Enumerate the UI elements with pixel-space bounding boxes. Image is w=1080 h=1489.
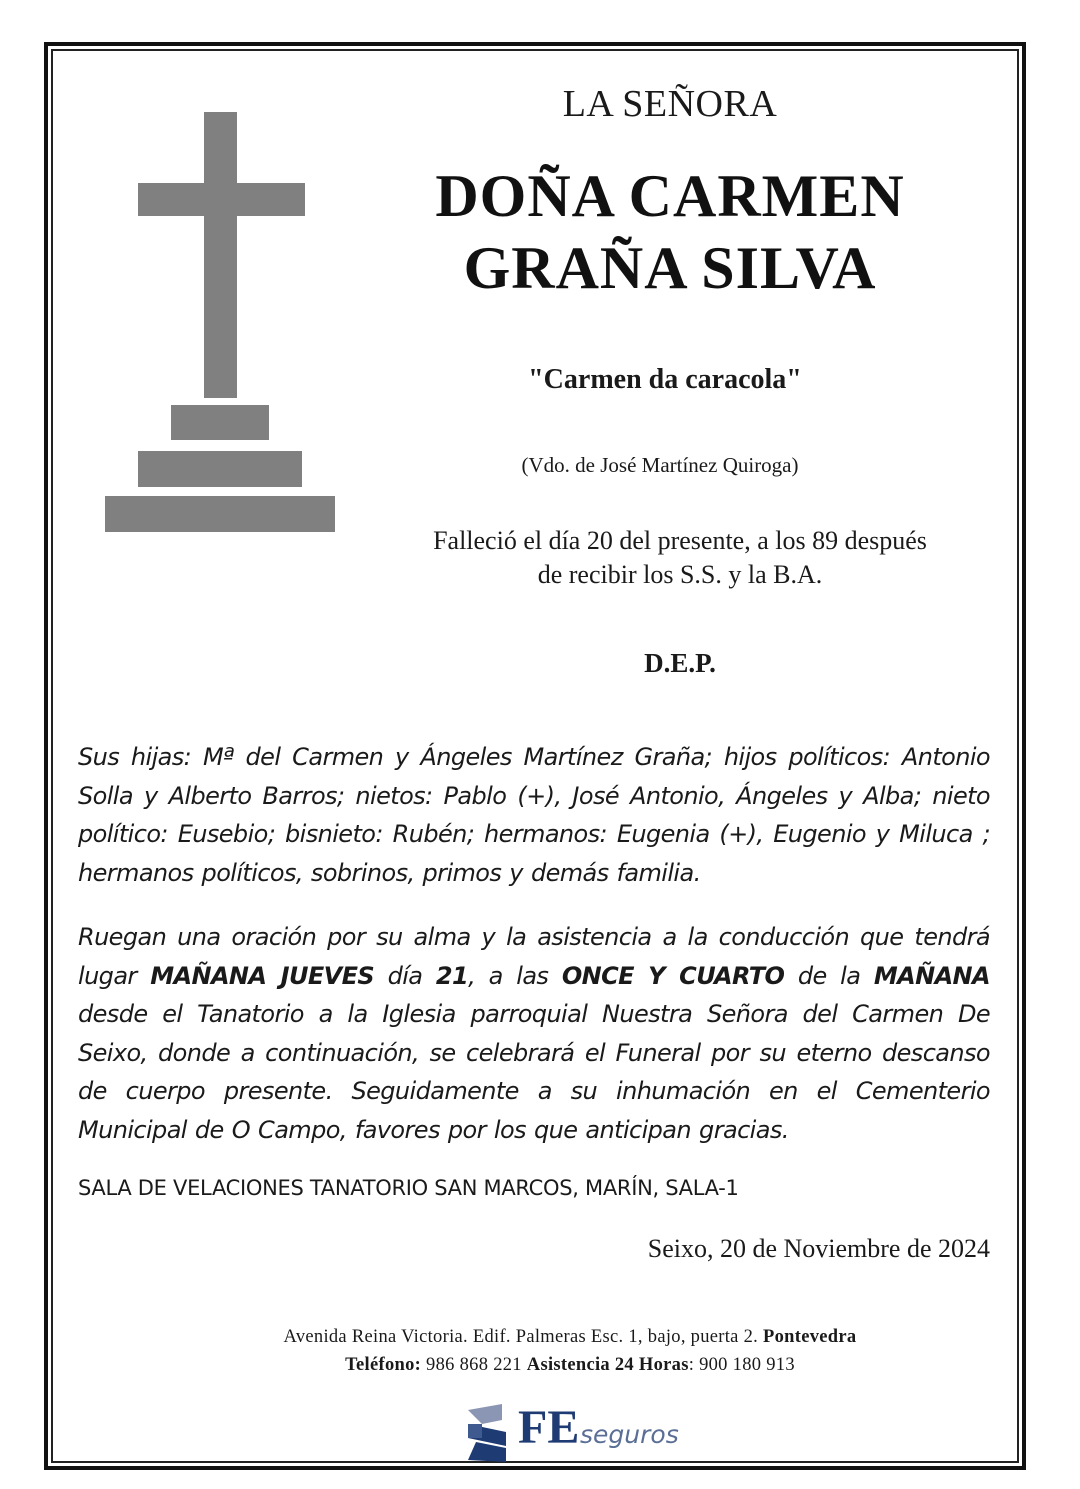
logo-sub: seguros [580, 1420, 679, 1449]
logo-mark-icon [462, 1402, 516, 1466]
name-line-2: GRAÑA SILVA [463, 235, 877, 301]
title-la-senora: LA SEÑORA [562, 83, 778, 125]
death-line-1: Falleció el día 20 del presente, a los 89 después [433, 526, 927, 555]
logo-brand: FE [518, 1401, 580, 1454]
name-line-1: DOÑA CARMEN [435, 163, 905, 229]
address-text: Avenida Reina Victoria. Edif. Palmeras Esc. 1, bajo, puerta 2. [283, 1327, 764, 1347]
ceremony-period: MAÑANA [873, 961, 991, 990]
dep-label: D.E.P. [644, 648, 716, 678]
ceremony-text-3: , a las [468, 961, 562, 990]
ceremony-text-1: Ruegan una oración por su alma y la asistencia a la conducción que tendrá lugar [78, 923, 990, 990]
death-line-2: de recibir los S.S. y la B.A. [537, 560, 823, 589]
widow-of: (Vdo. de José Martínez Quiroga) [521, 453, 799, 477]
phone-line [130, 1351, 1010, 1379]
death-announcement [340, 524, 1020, 592]
ceremony-text-4: de la [784, 961, 874, 990]
ceremony-text-2: día [374, 961, 436, 990]
ceremony-time: ONCE Y CUARTO [561, 961, 785, 990]
ceremony-day: MAÑANA JUEVES [150, 961, 375, 990]
deceased-name [380, 160, 960, 304]
ceremony-paragraph [78, 918, 990, 1150]
wake-room: SALA DE VELACIONES TANATORIO SAN MARCOS, MARÍN, SALA-1 [78, 1176, 739, 1200]
assist-phone: : 900 180 913 [688, 1355, 795, 1375]
family-paragraph: Sus hijas: Mª del Carmen y Ángeles Martínez Graña; hijos políticos: Antonio Solla y Alberto Barros; nietos: Pablo (+), José Antonio, Ángeles y Alba; nieto político: Eusebio; bisnieto: Rubén; hermanos: Eugenia (+), Eugenio y Miluca ; hermanos políticos, sobrinos, primos y demás familia. [78, 743, 990, 887]
ceremony-date: 21 [435, 961, 469, 990]
fe-seguros-logo [462, 1400, 702, 1464]
assist-label: Asistencia 24 Horas [526, 1355, 689, 1375]
phone-label: Teléfono: [345, 1355, 422, 1375]
address-city: Pontevedra [763, 1327, 857, 1347]
ceremony-text-5: desde el Tanatorio a la Iglesia parroquial Nuestra Señora del Carmen De Seixo, donde a continuación, se celebrará el Funeral por su eterno descanso de cuerpo presente. Seguidamente a su inhumación en el Cementerio Municipal de O Campo, favores por los que anticipan gracias. [78, 1000, 990, 1144]
nickname: "Carmen da caracola" [528, 364, 802, 395]
address-line [130, 1323, 1010, 1351]
phone-number: 986 868 221 [421, 1355, 527, 1375]
date-place: Seixo, 20 de Noviembre de 2024 [647, 1234, 990, 1263]
funeral-home-address [130, 1323, 1010, 1379]
